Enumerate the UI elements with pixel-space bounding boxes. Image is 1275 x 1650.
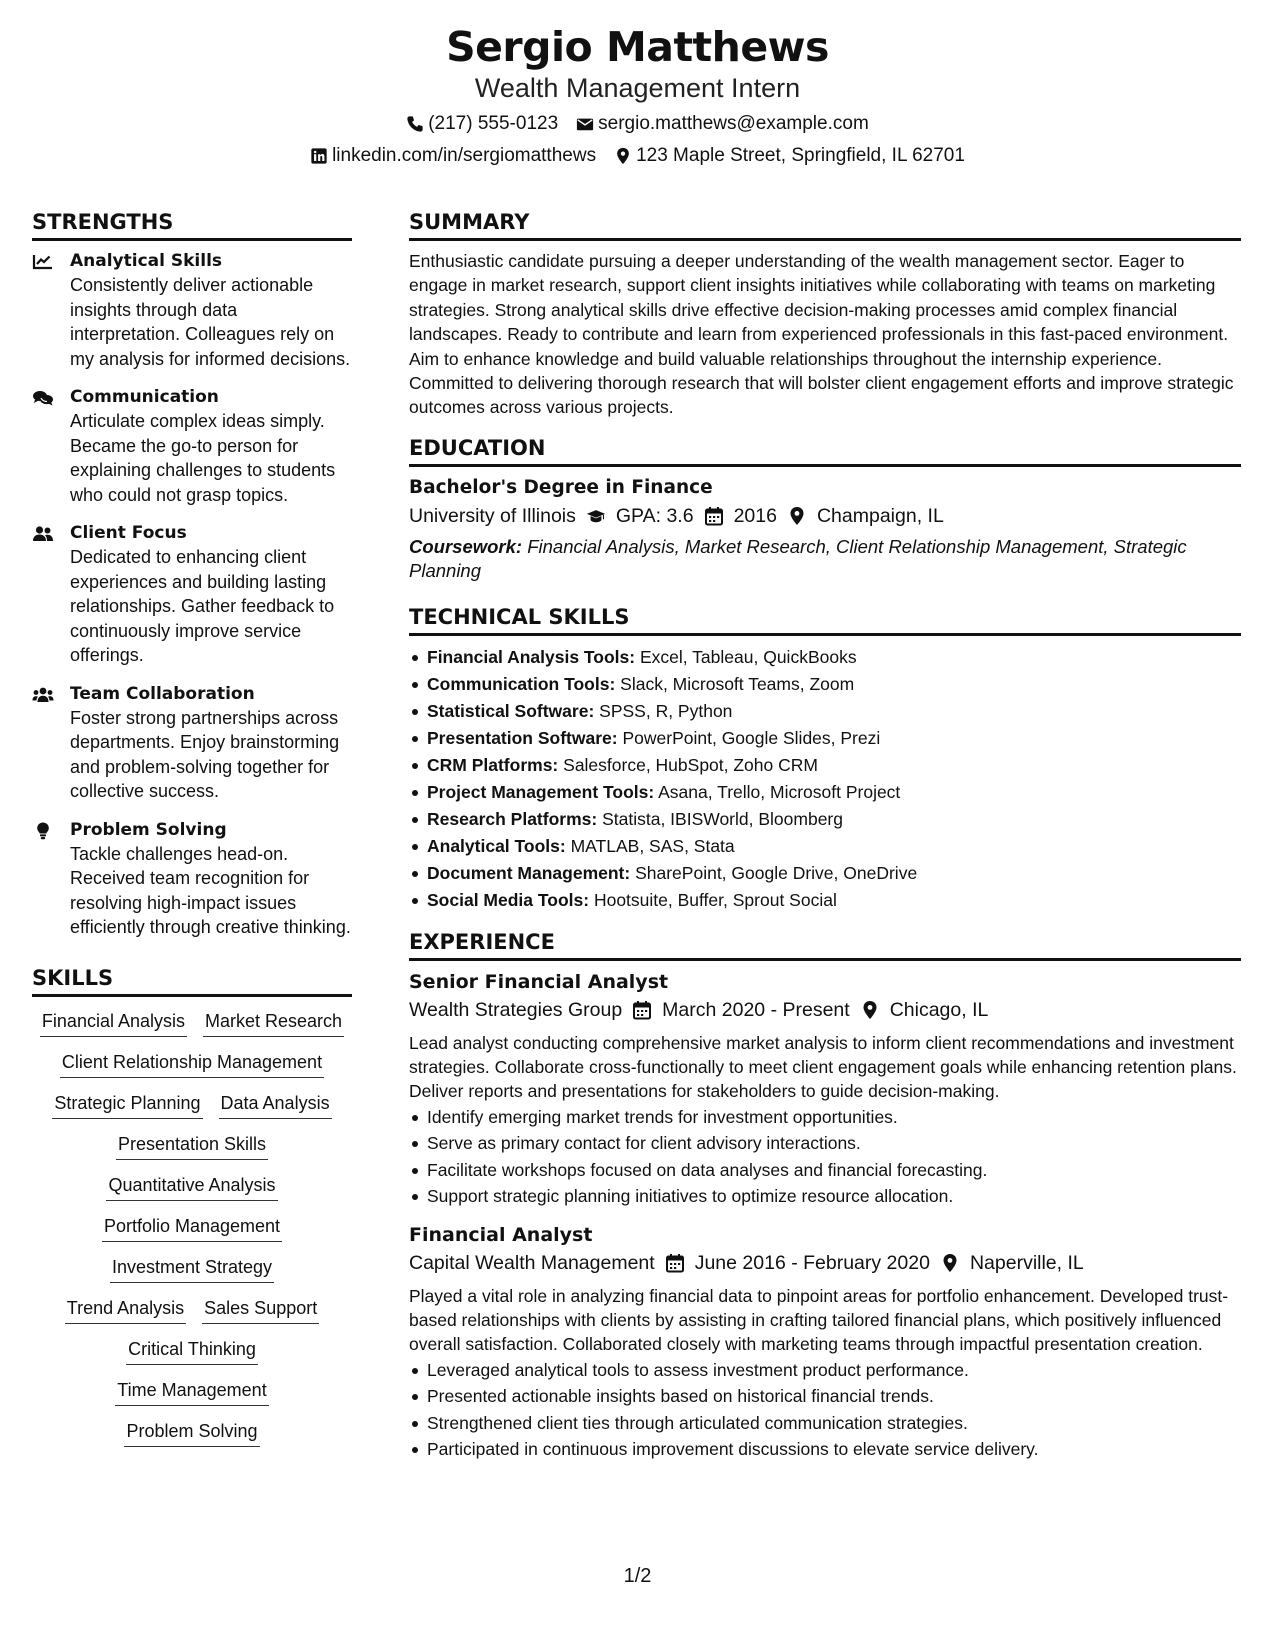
address-text: 123 Maple Street, Springfield, IL 62701 [636, 145, 965, 166]
list-item: Statistical Software: SPSS, R, Python [409, 698, 1241, 725]
strength-title: Client Focus [70, 523, 187, 543]
graduation-cap-icon [586, 506, 606, 526]
strength-item [32, 682, 352, 804]
list-item: Project Management Tools: Asana, Trello, Microsoft Project [409, 779, 1241, 806]
users-icon [32, 682, 70, 804]
job-title: Senior Financial Analyst [409, 970, 669, 993]
lightbulb-icon [32, 818, 70, 940]
job-description: Played a vital role in analyzing financial data to pinpoint areas for portfolio enhancement. Developed trust-based relationships with clients by assisting in crafting tailored financial plans, which positively influenced overall satisfaction. Collaborated closely with marketing teams through impactful presentation creation. [409, 1285, 1229, 1355]
address-contact [614, 144, 965, 168]
list-item: Presented actionable insights based on historical financial trends. [409, 1383, 1241, 1410]
job-location: Naperville, IL [969, 1251, 1084, 1274]
coursework [409, 535, 1241, 583]
skill-tag: Financial Analysis [40, 1009, 187, 1037]
phone-text: (217) 555-0123 [428, 113, 559, 134]
job-dates: June 2016 - February 2020 [694, 1251, 930, 1274]
list-item: Strengthened client ties through articulated communication strategies. [409, 1410, 1241, 1437]
education-heading: EDUCATION [409, 434, 1241, 467]
job-meta [409, 1248, 1241, 1278]
map-marker-icon [940, 1253, 960, 1273]
job-description: Lead analyst conducting comprehensive market analysis to inform client recommendations and investment strategies. Collaborate cross-functionally to meet client engagement goals while enhancing retention plans. Deliver reports and presentations for stakeholders to guide decision-making. [409, 1032, 1237, 1102]
list-item: Participated in continuous improvement discussions to elevate service delivery. [409, 1436, 1241, 1463]
skill-tag: Market Research [203, 1009, 344, 1037]
list-item: Research Platforms: Statista, IBISWorld, Bloomberg [409, 806, 1241, 833]
coursework-list: Financial Analysis, Market Research, Client Relationship Management, Strategic Planning [409, 535, 1187, 581]
strength-title: Communication [70, 387, 219, 407]
skill-tag: Presentation Skills [116, 1132, 268, 1160]
job-title: Financial Analyst [409, 1223, 593, 1246]
candidate-role: Wealth Management Intern [474, 73, 801, 103]
strength-item [32, 818, 352, 940]
calendar-icon [632, 1000, 652, 1020]
list-item: Document Management: SharePoint, Google Drive, OneDrive [409, 860, 1241, 887]
company-name: Capital Wealth Management [409, 1251, 655, 1274]
education-meta [409, 501, 1241, 531]
skill-tag: Problem Solving [124, 1419, 259, 1447]
list-item: Presentation Software: PowerPoint, Google Slides, Prezi [409, 725, 1241, 752]
strength-item [32, 521, 352, 668]
coursework-label: Coursework: [409, 535, 523, 557]
right-column [409, 208, 1241, 1475]
email-text: sergio.matthews@example.com [598, 113, 869, 134]
skill-tag: Data Analysis [219, 1091, 332, 1119]
linkedin-icon [310, 147, 328, 165]
list-item: Leveraged analytical tools to assess investment product performance. [409, 1357, 1241, 1384]
contact-row-1 [0, 112, 1275, 136]
strength-text: Tackle challenges head-on. Received team recognition for resolving high-impact issues efficiently through creative thinking. [70, 843, 351, 937]
list-item: Analytical Tools: MATLAB, SAS, Stata [409, 833, 1241, 860]
job-meta [409, 995, 1241, 1025]
school-name: University of Illinois [409, 504, 576, 527]
skill-tag: Quantitative Analysis [106, 1173, 277, 1201]
calendar-icon [665, 1253, 685, 1273]
map-marker-icon [860, 1000, 880, 1020]
strength-text: Foster strong partnerships across departments. Enjoy brainstorming and problem-solving together for collective success. [70, 707, 340, 801]
left-column [32, 208, 352, 1460]
skills-heading: SKILLS [32, 964, 352, 997]
list-item: Identify emerging market trends for investment opportunities. [409, 1104, 1241, 1131]
skill-tag: Sales Support [202, 1296, 319, 1324]
graduation-year: 2016 [733, 504, 777, 527]
strength-title: Analytical Skills [70, 251, 223, 271]
summary-heading: SUMMARY [409, 208, 1241, 241]
skill-tag: Critical Thinking [126, 1337, 258, 1365]
page-number: 1/2 [623, 1565, 652, 1587]
email-contact[interactable] [576, 112, 869, 136]
strength-item [32, 385, 352, 507]
job-bullets [409, 1357, 1241, 1463]
list-item: Communication Tools: Slack, Microsoft Teams, Zoom [409, 671, 1241, 698]
job-location: Chicago, IL [889, 998, 989, 1021]
list-item: Support strategic planning initiatives to optimize resource allocation. [409, 1183, 1241, 1210]
skill-tag: Strategic Planning [52, 1091, 202, 1119]
skill-tag: Portfolio Management [102, 1214, 282, 1242]
linkedin-text: linkedin.com/in/sergiomatthews [332, 145, 597, 166]
gpa-text: GPA: 3.6 [615, 504, 694, 527]
candidate-name: Sergio Matthews [446, 23, 829, 71]
calendar-icon [704, 506, 724, 526]
skill-tag: Time Management [115, 1378, 268, 1406]
phone-contact[interactable] [406, 112, 558, 136]
envelope-icon [576, 115, 594, 133]
summary-text: Enthusiastic candidate pursuing a deeper understanding of the wealth management sector. Eager to engage in market research, support client insights initiatives while collaborating with teams on marketing strategies. Strong analytical skills drive effective decision-making processes amid complex financial landscapes. Ready to contribute and learn from experienced professionals in this fast-paced environment. Aim to enhance knowledge and build valuable relationships throughout the internship experience. Committed to delivering thorough research that will bolster client engagement efforts and improve strategic outcomes across various projects. [409, 251, 1234, 418]
experience-heading: EXPERIENCE [409, 928, 1241, 961]
list-item: CRM Platforms: Salesforce, HubSpot, Zoho CRM [409, 752, 1241, 779]
job-dates: March 2020 - Present [662, 998, 850, 1021]
technical-skills-list [409, 644, 1241, 914]
phone-icon [406, 115, 424, 133]
list-item: Financial Analysis Tools: Excel, Tableau, QuickBooks [409, 644, 1241, 671]
contact-row-2 [0, 144, 1275, 168]
linkedin-contact[interactable] [310, 144, 596, 168]
list-item: Serve as primary contact for client advisory interactions. [409, 1130, 1241, 1157]
education-location: Champaign, IL [816, 504, 944, 527]
list-item: Social Media Tools: Hootsuite, Buffer, Sprout Social [409, 887, 1241, 914]
strength-title: Problem Solving [70, 819, 227, 840]
comments-icon [32, 385, 70, 507]
skills-tags [32, 1009, 352, 1460]
job-bullets [409, 1104, 1241, 1210]
skill-tag: Trend Analysis [65, 1296, 186, 1324]
technical-skills-heading: TECHNICAL SKILLS [409, 603, 1241, 636]
list-item: Facilitate workshops focused on data analyses and financial forecasting. [409, 1157, 1241, 1184]
chart-line-icon [32, 249, 70, 371]
strength-text: Consistently deliver actionable insights through data interpretation. Colleagues rely on my analysis for informed decisions. [70, 275, 351, 369]
map-marker-icon [614, 147, 632, 165]
user-friends-icon [32, 521, 70, 668]
skill-tag: Investment Strategy [110, 1255, 274, 1283]
strength-text: Dedicated to enhancing client experiences and building lasting relationships. Gather feedback to continuously improve service offerings. [70, 547, 335, 665]
strengths-heading: STRENGTHS [32, 208, 352, 241]
resume-header [0, 22, 1275, 168]
strength-title: Team Collaboration [70, 683, 255, 704]
strength-item [32, 249, 352, 371]
company-name: Wealth Strategies Group [409, 998, 623, 1021]
degree-title: Bachelor's Degree in Finance [409, 476, 713, 498]
skill-tag: Client Relationship Management [60, 1050, 324, 1078]
map-marker-icon [787, 506, 807, 526]
strength-text: Articulate complex ideas simply. Became the go-to person for explaining challenges to students who could not grasp topics. [70, 411, 336, 505]
